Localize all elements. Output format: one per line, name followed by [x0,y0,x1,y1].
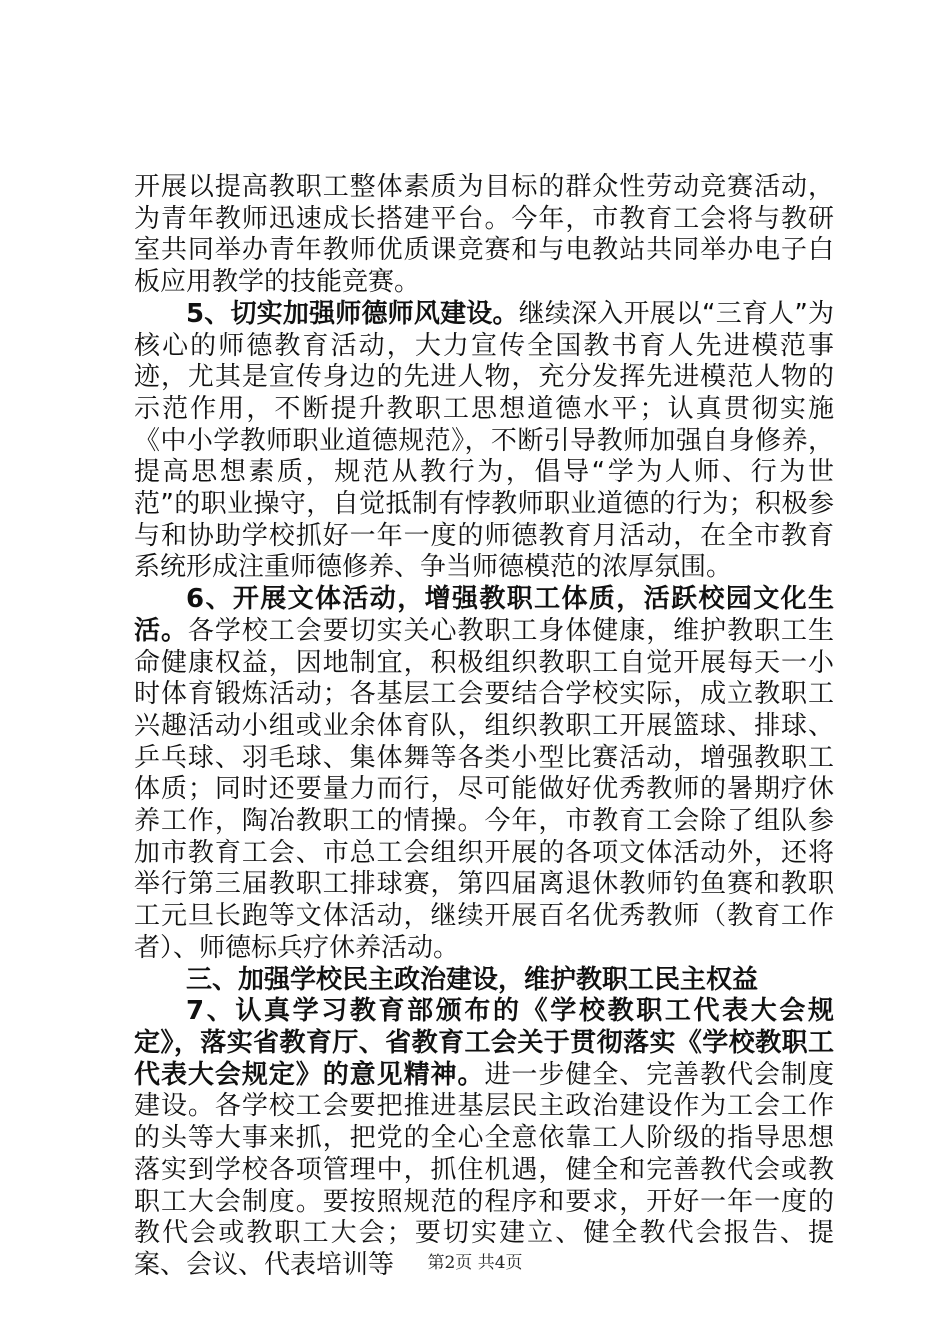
paragraph-heading: 6、开展文体活动，增强教职工体质，活跃校园文化生活。 [134,584,834,646]
paragraph-text: 继续深入开展以“三育人”为核心的师德教育活动，大力宣传全国教书育人先进模范事迹，尤其是宣传身边的先进人物，充分发挥先进模范人物的示范作用，不断提升教职工思想道德水平；认真贯彻实施《中小学教师职业道德规范》，不断引导教师加强自身修养，提高思想素质，规范从教行为，倡导“学为人师、行为世范”的职业操守，自觉抵制有悖教师职业道德的行为；积极参与和协助学校抓好一年一度的师德教育月活动，在全市教育系统形成注重师德修养、争当师德模范的浓厚氛围。 [134,298,834,583]
paragraph-competition [134,172,834,299]
paragraph-heading: 5、切实加强师德师风建设。 [186,298,519,329]
paragraph-staff-congress [134,996,834,1281]
paragraph-teacher-ethics [134,299,834,584]
paragraph-text: 进一步健全、完善教代会制度建设。各学校工会要把推进基层民主政治建设作为工会工作的头等大事来抓，把党的全心全意依靠工人阶级的指导思想落实到学校各项管理中，抓住机遇，健全和完善教代会或教职工大会制度。要按照规范的程序和要求，开好一年一度的教代会或教职工大会；要切实建立、健全教代会报告、提案、会议、代表培训等 [134,1059,834,1280]
document-body [134,172,834,1282]
section-heading: 三、加强学校民主政治建设，维护教职工民主权益 [186,964,759,995]
page-footer: 第2页 共4页 [427,1253,523,1273]
paragraph-text: 开展以提高教职工整体素质为目标的群众性劳动竞赛活动，为青年教师迅速成长搭建平台。今年，市教育工会将与教研室共同举办青年教师优质课竞赛和与电教站共同举办电子白板应用教学的技能竞赛。 [134,172,834,298]
paragraph-heading: 7、认真学习教育部颁布的《学校教职工代表大会规定》，落实省教育厅、省教育工会关于贯彻落实《学校教职工代表大会规定》的意见精神。 [134,996,834,1090]
paragraph-sports-culture [134,584,834,964]
paragraph-text: 各学校工会要切实关心教职工身体健康，维护教职工生命健康权益，因地制宜，积极组织教职工自觉开展每天一小时体育锻炼活动；各基层工会要结合学校实际，成立教职工兴趣活动小组或业余体育队，组织教职工开展篮球、排球、乒乓球、羽毛球、集体舞等各类小型比赛活动，增强教职工体质；同时还要量力而行，尽可能做好优秀教师的暑期疗休养工作，陶冶教职工的情操。今年，市教育工会除了组队参加市教育工会、市总工会组织开展的各项文体活动外，还将举行第三届教职工排球赛，第四届离退休教师钓鱼赛和教职工元旦长跑等文体活动，继续开展百名优秀教师（教育工作者）、师德标兵疗休养活动。 [134,615,834,963]
